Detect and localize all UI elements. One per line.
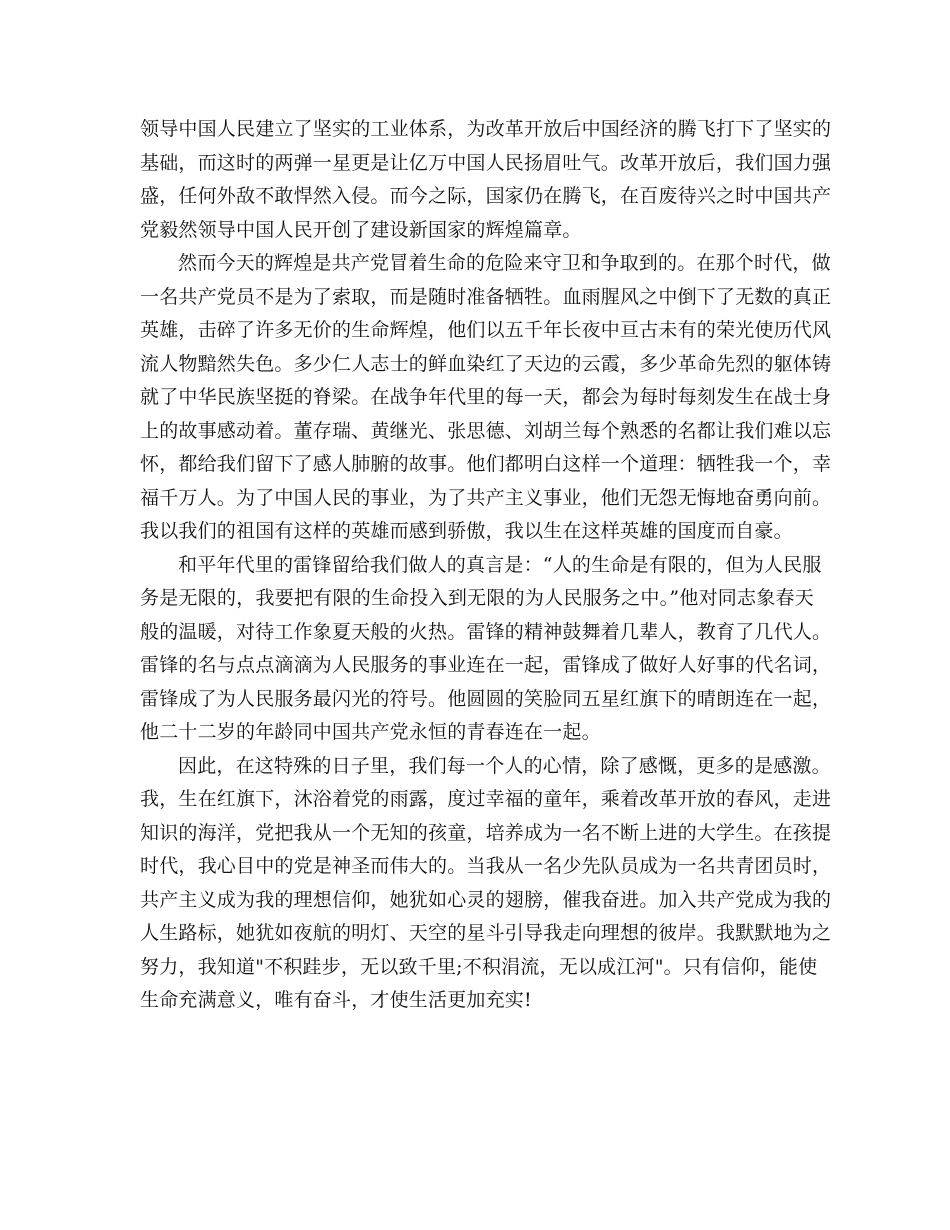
paragraph-line: 领导中国人民建立了坚实的工业体系，为改革开放后中国经济的腾飞打下了坚实的 [140, 118, 832, 140]
paragraph-line: 英雄，击碎了许多无价的生命辉煌，他们以五千年长夜中亘古未有的荣光使历代风 [140, 319, 832, 341]
paragraph-line: 生命充满意义，唯有奋斗，才使生活更加充实! [140, 989, 532, 1011]
document-body [140, 113, 832, 1018]
paragraph-line: 他二十二岁的年龄同中国共产党永恒的青春连在一起。 [140, 721, 601, 743]
paragraph-line: 努力，我知道"不积跬步，无以致千里;不积涓流，无以成江河"。只有信仰，能使 [140, 955, 818, 978]
paragraph-line: 因此，在这特殊的日子里，我们每一个人的心情，除了感慨，更多的是感激。 [178, 754, 831, 777]
paragraph-line: 知识的海洋，党把我从一个无知的孩童，培养成为一名不断上进的大学生。在孩提 [140, 821, 832, 844]
paragraph-line: 然而今天的辉煌是共产党冒着生命的危险来守卫和争取到的。在那个时代，做 [178, 252, 831, 274]
paragraph-line: 时代，我心目中的党是神圣而伟大的。当我从一名少先队员成为一名共青团员时， [140, 855, 832, 877]
paragraph-line: 福千万人。为了中国人民的事业，为了共产主义事业，他们无怨无悔地奋勇向前。 [140, 486, 832, 509]
paragraph-line: 党毅然领导中国人民开创了建设新国家的辉煌篇章。 [140, 218, 582, 241]
paragraph-line: 务是无限的，我要把有限的生命投入到无限的为人民服务之中。”他对同志象春天 [140, 587, 814, 609]
paragraph-line: 上的故事感动着。董存瑞、黄继光、张思德、刘胡兰每个熟悉的名都让我们难以忘 [140, 419, 832, 442]
paragraph-line: 我，生在红旗下，沐浴着党的雨露，度过幸福的童年，乘着改革开放的春风，走进 [140, 788, 832, 810]
paragraph-line: 般的温暖，对待工作象夏天般的火热。雷锋的精神鼓舞着几辈人，教育了几代人。 [140, 620, 832, 643]
paragraph-line: 共产主义成为我的理想信仰，她犹如心灵的翅膀，催我奋进。加入共产党成为我的 [140, 888, 832, 911]
paragraph-line: 流人物黯然失色。多少仁人志士的鲜血染红了天边的云霞，多少革命先烈的躯体铸 [140, 352, 832, 375]
paragraph-line: 人生路标，她犹如夜航的明灯、天空的星斗引导我走向理想的彼岸。我默默地为之 [140, 922, 832, 944]
paragraph-line: 雷锋成了为人民服务最闪光的符号。他圆圆的笑脸同五星红旗下的晴朗连在一起， [140, 687, 832, 710]
paragraph-line: 和平年代里的雷锋留给我们做人的真言是：“人的生命是有限的，但为人民服 [178, 553, 822, 576]
paragraph-line: 盛，任何外敌不敢悍然入侵。而今之际，国家仍在腾飞，在百废待兴之时中国共产 [140, 185, 832, 207]
paragraph-line: 我以我们的祖国有这样的英雄而感到骄傲，我以生在这样英雄的国度而自豪。 [140, 520, 793, 542]
paragraph-line: 怀，都给我们留下了感人肺腑的故事。他们都明白这样一个道理：牺牲我一个，幸 [140, 453, 832, 475]
paragraph-line: 基础，而这时的两弹一星更是让亿万中国人民扬眉吐气。改革开放后，我们国力强 [140, 151, 832, 174]
paragraph-line: 雷锋的名与点点滴滴为人民服务的事业连在一起，雷锋成了做好人好事的代名词， [140, 654, 832, 676]
paragraph-line: 一名共产党员不是为了索取，而是随时准备牺牲。血雨腥风之中倒下了无数的真正 [140, 285, 832, 308]
paragraph-line: 就了中华民族坚挺的脊梁。在战争年代里的每一天，都会为每时每刻发生在战士身 [140, 386, 832, 408]
